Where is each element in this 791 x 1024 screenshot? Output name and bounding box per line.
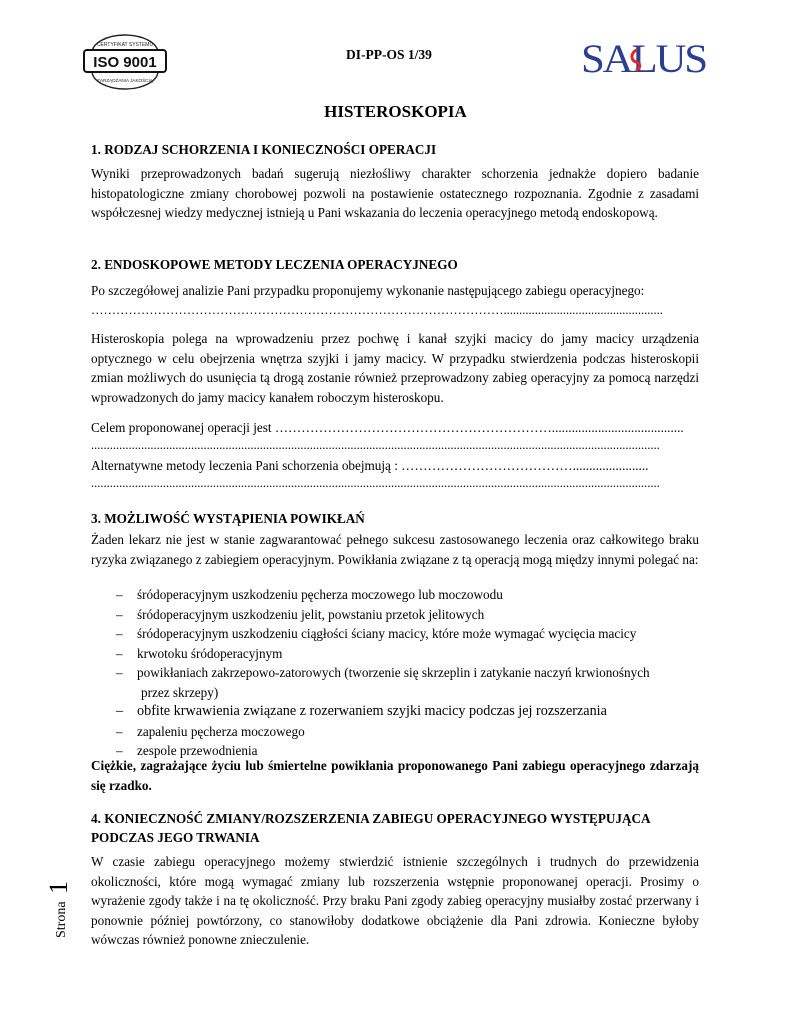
goal-fill-field[interactable]: ………………………………………………………........................................ bbox=[274, 420, 684, 435]
section1-body: Wyniki przeprowadzonych badań sugerują niezłośliwy charakter schorzenia jednakże dopiero badanie histopatologiczne zmiany chorobowej pozwoli na postawienie ostatecznego rozpoznania. Zgodnie z zasadami współczesnej wiedzy medycznej istnieją u Pani wskazania do leczenia operacyjnego metodą endoskopową. bbox=[91, 166, 699, 220]
procedure-fill-line[interactable]: ………………………………………………………………………………………................................................... bbox=[91, 303, 663, 317]
complications-warning: Ciężkie, zagrażające życiu lub śmiertelne powikłania proponowanego Pani zabiegu operacyjnego zdarzają się rzadko. bbox=[91, 758, 699, 793]
list-item: – zapaleniu pęcherza moczowego bbox=[116, 722, 706, 742]
page-indicator bbox=[24, 878, 84, 938]
section2-body: Histeroskopia polega na wprowadzeniu przez pochwę i kanał szyjki macicy do jamy macicy urządzenia optycznego w celu obejrzenia wnętrza szyjki i jamy macicy. W przypadku stwierdzenia podczas histeroskopii zmian możliwych do usunięcia tą drogą zostanie również przeprowadzony zabieg operacyjny za pomocą narzędzi wprowadzonych do jamy macicy kanałem roboczym histeroskopu. bbox=[91, 331, 699, 405]
list-item: – śródoperacyjnym uszkodzeniu pęcherza moczowego lub moczowodu bbox=[116, 585, 706, 605]
goal-fill-line-2[interactable]: ...................................................................................................................................................................................... bbox=[91, 438, 660, 452]
alternatives-fill-line-2[interactable]: ...................................................................................................................................................................................... bbox=[91, 476, 660, 490]
alternatives-fill-field[interactable]: …………………………………....................... bbox=[401, 458, 649, 473]
complications-list bbox=[116, 585, 706, 761]
salus-logo-text: SALUS bbox=[581, 36, 706, 79]
list-item: – obfite krwawienia związane z rozerwaniem szyjki macicy podczas jej rozszerzania bbox=[116, 702, 706, 722]
section3-heading: 3. MOŻLIWOŚĆ WYSTĄPIENIA POWIKŁAŃ bbox=[91, 511, 365, 526]
list-item: – powikłaniach zakrzepowo-zatorowych (tworzenie się skrzeplin i zatykanie naczyń krwionośnych przez skrzepy) bbox=[116, 663, 706, 702]
list-item: – śródoperacyjnym uszkodzeniu ciągłości ściany macicy, które może wymagać wycięcia macicy bbox=[116, 624, 706, 644]
section4-heading: 4. KONIECZNOŚĆ ZMIANY/ROZSZERZENIA ZABIEGU OPERACYJNEGO WYSTĘPUJĄCA PODCZAS JEGO TRWANIA bbox=[91, 811, 650, 845]
section4-body: W czasie zabiegu operacyjnego możemy stwierdzić istnienie szczególnych i trudnych do przewidzenia okoliczności, które mogą wymagać zmiany lub rozszerzenia wstępnie proponowanej operacji. Prosimy o wyrażenie zgody także i na tę okoliczność. Przy braku Pani zgody zabieg operacyjny musiałby zostać przerwany i ponownie później powtórzony, co stanowiłoby dodatkowe obciążenie dla Pani zdrowia. Konieczne byłoby wówczas również ponowne znieczulenie. bbox=[91, 854, 699, 947]
iso-bottom-text: ZARZĄDZANIA JAKOŚCIĄ bbox=[97, 78, 153, 83]
salus-logo bbox=[581, 35, 706, 79]
section1-heading: 1. RODZAJ SCHORZENIA I KONIECZNOŚCI OPERACJI bbox=[91, 142, 437, 157]
page-title: HISTEROSKOPIA bbox=[324, 102, 467, 121]
iso-9001-logo bbox=[80, 31, 170, 91]
alternatives-label: Alternatywne metody leczenia Pani schorzenia obejmują : bbox=[91, 458, 402, 473]
page-label: Strona bbox=[54, 901, 69, 938]
goal-line bbox=[91, 418, 699, 437]
list-item: – krwotoku śródoperacyjnym bbox=[116, 644, 706, 664]
section3-intro: Żaden lekarz nie jest w stanie zagwarantować pełnego sukcesu zastosowanego leczenia oraz całkowitego braku ryzyka związanego z zabiegiem operacyjnym. Powikłania związane z tą operacją mogą między innymi polegać na: bbox=[91, 532, 699, 567]
list-item: – zespole przewodnienia bbox=[116, 741, 706, 761]
goal-label: Celem proponowanej operacji jest bbox=[91, 420, 275, 435]
iso-top-text: CERTYFIKAT SYSTEMU bbox=[96, 42, 154, 48]
page-number: 1 bbox=[44, 881, 73, 894]
iso-main-text: ISO 9001 bbox=[93, 54, 157, 71]
list-item: – śródoperacyjnym uszkodzeniu jelit, powstaniu przetok jelitowych bbox=[116, 605, 706, 625]
section2-intro: Po szczegółowej analizie Pani przypadku proponujemy wykonanie następującego zabiegu operacyjnego: bbox=[91, 283, 645, 298]
alternatives-line bbox=[91, 456, 699, 475]
section2-heading: 2. ENDOSKOPOWE METODY LECZENIA OPERACYJNEGO bbox=[91, 257, 458, 272]
document-code: DI-PP-OS 1/39 bbox=[346, 47, 432, 62]
